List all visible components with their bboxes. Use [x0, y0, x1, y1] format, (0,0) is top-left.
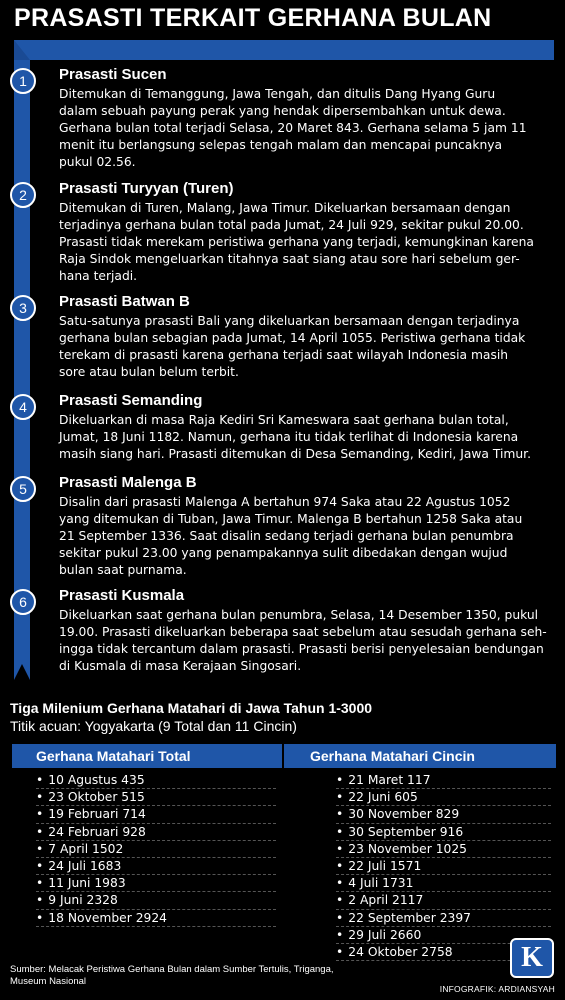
- annular-eclipse-header: Gerhana Matahari Cincin: [284, 744, 556, 768]
- inscription-title: Prasasti Batwan B: [59, 293, 190, 310]
- eclipse-date: 7 April 1502: [48, 841, 124, 856]
- description-line: Ditemukan di Turen, Malang, Jawa Timur. Dikeluarkan bersamaan dengan: [59, 201, 511, 215]
- item-number-badge: 1: [10, 68, 36, 94]
- description-line: Raja Sindok mengeluarkan titahnya saat siang atau sore hari sebelum ger-: [59, 252, 520, 266]
- eclipse-date: 22 Juli 1571: [348, 858, 422, 873]
- source-note: Sumber: Melacak Peristiwa Gerhana Bulan dalam Sumber Tertulis, Triganga, Museum Nasional: [10, 964, 334, 987]
- eclipse-date: 2 April 2117: [348, 893, 424, 908]
- inscription-description: [59, 494, 559, 579]
- inscription-title: Prasasti Kusmala: [59, 587, 185, 604]
- bullet-icon: •: [336, 824, 344, 839]
- description-line: hana terjadi.: [59, 269, 138, 283]
- total-eclipse-list: [36, 772, 276, 927]
- inscription-description: [59, 200, 559, 285]
- description-line: gerhana bulan sebagian pada Jumat, 14 April 1055. Peristiwa gerhana tidak: [59, 331, 526, 345]
- eclipse-date: 24 Oktober 2758: [348, 944, 453, 959]
- inscription-title: Prasasti Malenga B: [59, 474, 197, 491]
- inscription-title: Prasasti Semanding: [59, 392, 203, 409]
- eclipse-date-item: [336, 841, 551, 858]
- eclipse-date-item: [36, 892, 276, 909]
- eclipse-date: 24 Juli 1683: [48, 858, 122, 873]
- description-line: 19.00. Prasasti dikeluarkan beberapa saat sebelum atau sesudah gerhana seh-: [59, 625, 547, 639]
- inscription-title: Prasasti Sucen: [59, 66, 167, 83]
- eclipse-date-item: [36, 910, 276, 927]
- description-line: 21 September 1336. Saat disalin sedang terjadi gerhana bulan penumbra: [59, 529, 514, 543]
- bullet-icon: •: [36, 807, 44, 822]
- bullet-icon: •: [36, 841, 44, 856]
- eclipse-date: 22 Juni 605: [348, 790, 418, 805]
- eclipse-reference: Titik acuan: Yogyakarta (9 Total dan 11 Cincin): [10, 718, 297, 734]
- bullet-icon: •: [336, 944, 344, 959]
- eclipse-date-item: [336, 789, 551, 806]
- description-line: Dikeluarkan saat gerhana bulan penumbra, Selasa, 14 Desember 1350, pukul: [59, 608, 539, 622]
- description-line: terekam di prasasti karena gerhana terjadi saat wilayah Indonesia masih: [59, 348, 509, 362]
- eclipse-date-item: [336, 806, 551, 823]
- total-eclipse-header: Gerhana Matahari Total: [12, 744, 282, 768]
- eclipse-date-item: [336, 892, 551, 909]
- eclipse-date-item: [336, 910, 551, 927]
- description-line: ingga tidak tercantum dalam prasasti. Prasasti berisi penyelesaian bendungan: [59, 642, 544, 656]
- eclipse-date-item: [36, 875, 276, 892]
- bullet-icon: •: [36, 910, 44, 925]
- eclipse-date: 29 Juli 2660: [348, 927, 422, 942]
- item-number-badge: 2: [10, 182, 36, 208]
- eclipse-date: 24 Februari 928: [48, 824, 146, 839]
- eclipse-date: 10 Agustus 435: [48, 773, 145, 787]
- eclipse-date-item: [36, 841, 276, 858]
- eclipse-date: 30 November 829: [348, 807, 460, 822]
- bullet-icon: •: [36, 790, 44, 805]
- description-line: masih siang hari. Prasasti ditemukan di Desa Semanding, Kediri, Jawa Timur.: [59, 447, 532, 461]
- infographic-credit: INFOGRAFIK: ARDIANSYAH: [439, 984, 555, 994]
- eclipse-date-item: [36, 789, 276, 806]
- bullet-icon: •: [336, 910, 344, 925]
- bullet-icon: •: [36, 773, 44, 787]
- eclipse-date-item: [36, 824, 276, 841]
- eclipse-date: 30 September 916: [348, 824, 464, 839]
- bullet-icon: •: [336, 841, 344, 856]
- bullet-icon: •: [336, 927, 344, 942]
- bullet-icon: •: [336, 807, 344, 822]
- description-line: terjadinya gerhana bulan total pada Jumat, 24 Juli 929, sekitar pukul 20.00.: [59, 218, 524, 232]
- item-number-badge: 6: [10, 589, 36, 615]
- eclipse-date-item: [36, 772, 276, 789]
- eclipse-date: 4 Juli 1731: [348, 876, 414, 891]
- eclipse-date-item: [336, 824, 551, 841]
- description-line: bulan saat purnama.: [59, 563, 187, 577]
- eclipse-date: 11 Juni 1983: [48, 876, 126, 891]
- description-line: yang ditemukan di Tuban, Jawa Timur. Malenga B bertahun 1258 Saka atau: [59, 512, 523, 526]
- eclipse-date-item: [36, 806, 276, 823]
- description-line: Satu-satunya prasasti Bali yang dikeluarkan bersamaan dengan terjadinya: [59, 314, 520, 328]
- description-line: dalam sebuah payung perak yang hendak dipersembahkan untuk dewa.: [59, 104, 506, 118]
- annular-eclipse-list: [336, 772, 551, 961]
- eclipse-date: 21 Maret 117: [348, 773, 431, 787]
- description-line: Jumat, 18 Juni 1182. Namun, gerhana itu tidak terlihat di Indonesia karena: [59, 430, 519, 444]
- inscription-description: [59, 86, 559, 171]
- inscription-description: [59, 412, 559, 463]
- bullet-icon: •: [36, 858, 44, 873]
- description-line: pukul 02.56.: [59, 155, 136, 169]
- description-line: sekitar pukul 23.00 yang penampakannya sulit dibedakan dengan wujud: [59, 546, 508, 560]
- description-line: menit itu berlangsung selepas tengah malam dan mencapai puncaknya: [59, 138, 503, 152]
- description-line: sore atau bulan belum terbit.: [59, 365, 239, 379]
- item-number-badge: 5: [10, 476, 36, 502]
- eclipse-date: 22 September 2397: [348, 910, 471, 925]
- header-ribbon: [14, 40, 554, 60]
- eclipse-date: 18 November 2924: [48, 910, 167, 925]
- timeline-bar: [14, 60, 30, 680]
- eclipse-date-item: [36, 858, 276, 875]
- description-line: Ditemukan di Temanggung, Jawa Tengah, dan ditulis Dang Hyang Guru: [59, 87, 496, 101]
- kompas-logo-icon: K: [510, 938, 554, 978]
- ribbon-fold: [14, 40, 30, 60]
- eclipse-date-item: [336, 772, 551, 789]
- timeline-bar-notch: [14, 664, 30, 680]
- description-line: Disalin dari prasasti Malenga A bertahun 974 Saka atau 22 Agustus 1052: [59, 495, 511, 509]
- bullet-icon: •: [336, 858, 344, 873]
- bullet-icon: •: [336, 893, 344, 908]
- bullet-icon: •: [336, 876, 344, 891]
- inscription-description: [59, 607, 559, 675]
- description-line: Prasasti tidak merekam peristiwa gerhana yang terjadi, kemungkinan karena: [59, 235, 534, 249]
- bullet-icon: •: [36, 824, 44, 839]
- eclipse-date-item: [336, 858, 551, 875]
- eclipse-date: 19 Februari 714: [48, 807, 146, 822]
- inscription-title: Prasasti Turyyan (Turen): [59, 180, 234, 197]
- page-title: PRASASTI TERKAIT GERHANA BULAN: [14, 4, 492, 32]
- inscription-description: [59, 313, 559, 381]
- eclipse-date-item: [336, 875, 551, 892]
- eclipse-section-title: Tiga Milenium Gerhana Matahari di Jawa Tahun 1-3000: [10, 700, 373, 716]
- bullet-icon: •: [36, 876, 44, 891]
- eclipse-date: 9 Juni 2328: [48, 893, 118, 908]
- item-number-badge: 4: [10, 394, 36, 420]
- item-number-badge: 3: [10, 295, 36, 321]
- description-line: di Kusmala di masa Kerajaan Singosari.: [59, 659, 302, 673]
- bullet-icon: •: [336, 790, 344, 805]
- bullet-icon: •: [336, 773, 344, 787]
- eclipse-date: 23 Oktober 515: [48, 790, 145, 805]
- bullet-icon: •: [36, 893, 44, 908]
- eclipse-date: 23 November 1025: [348, 841, 467, 856]
- description-line: Dikeluarkan di masa Raja Kediri Sri Kameswara saat gerhana bulan total,: [59, 413, 509, 427]
- description-line: Gerhana bulan total terjadi Selasa, 20 Maret 843. Gerhana selama 5 jam 11: [59, 121, 527, 135]
